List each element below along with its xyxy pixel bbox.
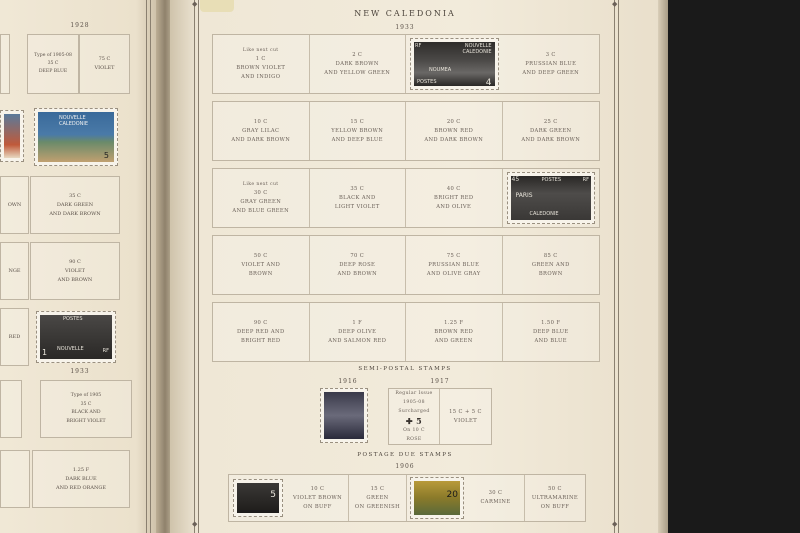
cell-line: VIOLET BROWN bbox=[292, 494, 343, 501]
page-border-left bbox=[192, 0, 198, 533]
stamp-row-box bbox=[212, 34, 600, 94]
cell-line: VIOLET bbox=[94, 65, 115, 71]
stamp-text: NOUVELLE bbox=[59, 115, 86, 121]
ornament-icon: ◆ bbox=[612, 520, 618, 528]
cell-line: 50 C bbox=[253, 252, 268, 259]
cell-line: AND GREEN bbox=[434, 337, 473, 344]
year-label-1906: 1906 bbox=[395, 463, 415, 470]
cell-line: ON GREENISH bbox=[354, 503, 401, 510]
ornament-icon: ◆ bbox=[192, 0, 198, 8]
cell-line: 30 C bbox=[488, 490, 503, 496]
stamp-text: RF bbox=[102, 348, 109, 354]
stamp-text: RF bbox=[415, 43, 422, 49]
cell-line: AND SALMON RED bbox=[328, 337, 387, 344]
surcharge-value: 5 bbox=[416, 416, 423, 426]
cell-line: ON BUFF bbox=[540, 503, 570, 510]
left-page-border bbox=[146, 0, 147, 533]
page-border-left bbox=[198, 0, 199, 533]
cell-line: DARK GREEN bbox=[56, 201, 94, 208]
cell-line: BRIGHT RED bbox=[241, 337, 281, 344]
cell-line: ROSE bbox=[406, 437, 422, 442]
cell-line: DEEP RED AND bbox=[236, 328, 285, 335]
cell-line: 1905-08 bbox=[403, 400, 425, 405]
cell-line: 50 C bbox=[548, 485, 562, 492]
violet-brown-box bbox=[30, 242, 120, 300]
cell-line: VIOLET bbox=[65, 267, 85, 274]
cell-line: 25 C bbox=[543, 118, 558, 125]
dark-green-box bbox=[30, 176, 120, 234]
cell-line: 35 C bbox=[69, 192, 81, 199]
cell-line: 15 C + 5 C bbox=[449, 408, 482, 415]
postage-due-cell bbox=[349, 475, 407, 521]
cell-line: 30 C bbox=[253, 190, 268, 196]
stamp-text: CALEDONIE bbox=[59, 121, 89, 127]
cell-line: 70 C bbox=[350, 252, 365, 259]
stamp-image bbox=[507, 172, 596, 224]
stamp-row-box bbox=[212, 302, 600, 362]
page-title: NEW CALEDONIA bbox=[354, 9, 456, 18]
stamp-description-cell bbox=[310, 35, 407, 93]
stamp-description-cell bbox=[213, 236, 310, 294]
cell-line: BLACK AND bbox=[71, 410, 101, 415]
cell-line: 1.25 F bbox=[444, 319, 464, 326]
cell-line: 3 C bbox=[545, 51, 556, 58]
partial-box bbox=[0, 308, 29, 366]
cell-line: 85 C bbox=[543, 252, 558, 259]
postage-due-cell bbox=[525, 475, 585, 521]
stamp-description-cell bbox=[213, 303, 310, 361]
postage-due-heading: POSTAGE DUE STAMPS bbox=[357, 452, 453, 458]
cell-line: 90 C bbox=[69, 258, 81, 265]
stamp-text: PARIS bbox=[515, 192, 533, 199]
left-page-border bbox=[150, 0, 151, 533]
cell-line: 1 C bbox=[255, 56, 266, 62]
cell-line: 10 C bbox=[253, 118, 268, 125]
cell-line: AND DARK BROWN bbox=[424, 136, 484, 143]
cell-line: 1 F bbox=[352, 319, 363, 326]
stamp-description-cell bbox=[213, 102, 310, 160]
cell-line: BROWN RED bbox=[434, 127, 474, 134]
cell-line: 15 C bbox=[350, 118, 365, 125]
stamp-image bbox=[410, 38, 499, 90]
stamp-text: NOUVELLE bbox=[57, 346, 84, 352]
partial-box bbox=[0, 242, 29, 300]
red-cross-icon: ✚ bbox=[405, 416, 413, 426]
cell-line: AND DARK BROWN bbox=[521, 136, 581, 143]
cell-line: CARMINE bbox=[480, 499, 511, 505]
stamp-description-cell bbox=[503, 236, 600, 294]
cell-fragment: NGE bbox=[8, 268, 21, 274]
type-box bbox=[27, 34, 79, 94]
stamp-description-cell bbox=[213, 169, 310, 227]
stamp-description-cell bbox=[310, 169, 407, 227]
partial-box bbox=[0, 34, 10, 94]
cell-line: 90 C bbox=[253, 319, 268, 326]
semi-postal-box bbox=[388, 388, 492, 445]
cell-line: AND BLUE GREEN bbox=[232, 208, 290, 214]
cell-line: AND DEEP GREEN bbox=[522, 69, 580, 76]
cell-line: 10 C bbox=[310, 485, 325, 492]
year-label-1916: 1916 bbox=[338, 378, 358, 385]
partial-box bbox=[0, 380, 22, 438]
stamp-semi-postal-1916 bbox=[320, 388, 368, 443]
cell-line: AND DEEP BLUE bbox=[331, 136, 383, 143]
cell-line: AND DARK BROWN bbox=[231, 136, 291, 143]
left-album-page bbox=[0, 0, 160, 533]
cell-line: GREEN bbox=[366, 494, 389, 501]
cell-fragment: OWN bbox=[7, 202, 22, 208]
stamp-description-cell bbox=[503, 35, 600, 93]
cell-line: PRUSSIAN BLUE bbox=[428, 261, 480, 268]
stamp-description-cell bbox=[503, 303, 600, 361]
cell-line: AND BROWN bbox=[57, 276, 93, 283]
cell-line: On 10 C bbox=[403, 428, 425, 433]
stamp-row-box bbox=[212, 235, 600, 295]
year-label-1933-left: 1933 bbox=[70, 368, 90, 375]
cell-line: AND INDIGO bbox=[241, 74, 281, 80]
cell-line: AND YELLOW GREEN bbox=[324, 69, 391, 76]
cell-line: Like next cut bbox=[242, 182, 279, 187]
ornament-icon: ◆ bbox=[612, 0, 618, 8]
postage-due-cell bbox=[287, 475, 349, 521]
cell-line: PRUSSIAN BLUE bbox=[525, 60, 577, 67]
cell-line: Like next cut bbox=[242, 48, 279, 53]
stamp-row-box bbox=[212, 168, 600, 228]
cell-line: DARK BROWN bbox=[335, 60, 379, 67]
cell-line: 20 C bbox=[446, 118, 461, 125]
page-border-right bbox=[612, 0, 618, 533]
cell-line: BLACK AND bbox=[338, 194, 376, 201]
cell-line: BROWN bbox=[538, 270, 563, 277]
cell-line: DARK GREEN bbox=[530, 127, 572, 134]
cell-line: 75 C bbox=[446, 252, 461, 259]
cell-line: AND OLIVE bbox=[436, 203, 472, 210]
semi-postal-cell-2 bbox=[440, 389, 491, 444]
bottom-box bbox=[32, 450, 130, 508]
year-label-1917: 1917 bbox=[430, 378, 450, 385]
cell-line: DEEP ROSE bbox=[339, 261, 376, 268]
partial-box bbox=[0, 450, 30, 508]
cell-line: 35 C bbox=[47, 61, 59, 66]
cell-line: VIOLET bbox=[453, 417, 478, 424]
stamp-text: POSTES bbox=[417, 79, 437, 85]
cell-line: 75 C bbox=[98, 56, 111, 62]
stamp-text: NOUVELLE bbox=[464, 43, 492, 49]
cell-line: 15 C bbox=[370, 485, 385, 492]
cell-line: BROWN bbox=[248, 270, 273, 277]
stamp-nouvelle-caledonie-tree bbox=[34, 108, 118, 166]
semi-postal-heading: SEMI-POSTAL STAMPS bbox=[358, 366, 452, 372]
postage-due-box bbox=[228, 474, 586, 522]
black-violet-box bbox=[40, 380, 132, 438]
stamp-text: NOUMEA bbox=[429, 67, 452, 73]
cell-line: BROWN VIOLET bbox=[236, 65, 286, 71]
cell-line: GREEN AND bbox=[531, 261, 570, 268]
violet-box bbox=[79, 34, 130, 94]
cell-line: AND BLUE bbox=[534, 337, 567, 344]
semi-postal-cell-1 bbox=[389, 389, 440, 444]
cell-line: GRAY GREEN bbox=[240, 199, 282, 205]
cell-line: VIOLET AND bbox=[241, 261, 281, 268]
cell-line: BRIGHT VIOLET bbox=[66, 418, 106, 424]
right-album-page bbox=[170, 0, 662, 533]
stamp-text: 4 bbox=[485, 78, 492, 88]
stamp-value: 5 bbox=[270, 490, 276, 500]
cell-line: AND OLIVE GRAY bbox=[426, 270, 481, 277]
stamp-text: RF bbox=[582, 177, 589, 183]
partial-box bbox=[0, 176, 29, 234]
year-label-1928: 1928 bbox=[70, 22, 90, 29]
cell-line: BROWN RED bbox=[434, 328, 474, 335]
stamp-value: 20 bbox=[446, 490, 458, 500]
stamp-description-cell bbox=[406, 102, 503, 160]
cell-line: DARK BLUE bbox=[65, 475, 97, 482]
page-border-right bbox=[618, 0, 619, 533]
stamp-description-cell bbox=[310, 236, 407, 294]
stamp-partial bbox=[0, 110, 24, 162]
cell-line: Type of 1905-08 bbox=[34, 53, 72, 58]
stamp-description-cell bbox=[310, 102, 407, 160]
stamp-postage-due-20 bbox=[410, 477, 464, 519]
stamp-text: CALEDONIE bbox=[529, 211, 559, 217]
stamp-text: CALEDONIE bbox=[462, 49, 492, 55]
cell-line: YELLOW BROWN bbox=[331, 127, 384, 134]
cell-line: 40 C bbox=[446, 185, 461, 192]
cell-line: DEEP BLUE bbox=[532, 328, 569, 335]
stamp-postage-due-5 bbox=[233, 479, 283, 517]
stamp-value: 5 bbox=[103, 151, 109, 160]
cell-fragment: RED bbox=[8, 334, 21, 340]
cell-line: ULTRAMARINE bbox=[531, 494, 579, 501]
cell-line: DEEP BLUE bbox=[38, 69, 68, 74]
stamp-row-box bbox=[212, 101, 600, 161]
cell-line: GRAY LILAC bbox=[242, 127, 280, 134]
cell-line: 2 C bbox=[352, 51, 363, 58]
hinge-tab bbox=[200, 0, 234, 12]
cell-line: LIGHT VIOLET bbox=[334, 203, 380, 210]
cell-line: Type of 1905 bbox=[70, 393, 102, 398]
cell-line: DEEP OLIVE bbox=[338, 328, 377, 335]
cell-line: ON BUFF bbox=[303, 503, 332, 510]
ornament-icon: ◆ bbox=[192, 520, 198, 528]
cell-line: AND RED ORANGE bbox=[55, 484, 107, 491]
stamp-text: POSTES bbox=[541, 177, 562, 183]
postage-due-cell bbox=[467, 475, 525, 521]
stamp-text: 45 bbox=[511, 176, 520, 183]
stamp-value: 1 bbox=[42, 348, 48, 357]
stamp-postes-portraits bbox=[36, 311, 116, 363]
page-edge bbox=[658, 0, 668, 533]
cell-line: AND DARK BROWN bbox=[49, 210, 101, 217]
cell-line: 35 C bbox=[80, 401, 92, 407]
cell-line: AND BROWN bbox=[337, 270, 378, 277]
stamp-description-cell bbox=[406, 303, 503, 361]
cell-line: Surcharged bbox=[398, 409, 430, 414]
stamp-description-cell bbox=[310, 303, 407, 361]
cell-line: Regular Issue bbox=[395, 391, 433, 396]
cell-line: 1.25 F bbox=[72, 466, 90, 473]
stamp-description-cell bbox=[406, 169, 503, 227]
surcharge-mark bbox=[406, 416, 422, 426]
stamp-description-cell bbox=[213, 35, 310, 93]
stamp-description-cell bbox=[406, 236, 503, 294]
cell-line: 35 C bbox=[350, 185, 365, 192]
year-label-1933: 1933 bbox=[395, 24, 415, 31]
stamp-description-cell bbox=[503, 102, 600, 160]
cell-line: 1.50 F bbox=[541, 319, 561, 326]
cell-line: BRIGHT RED bbox=[434, 194, 474, 201]
stamp-text: POSTES bbox=[63, 316, 83, 322]
